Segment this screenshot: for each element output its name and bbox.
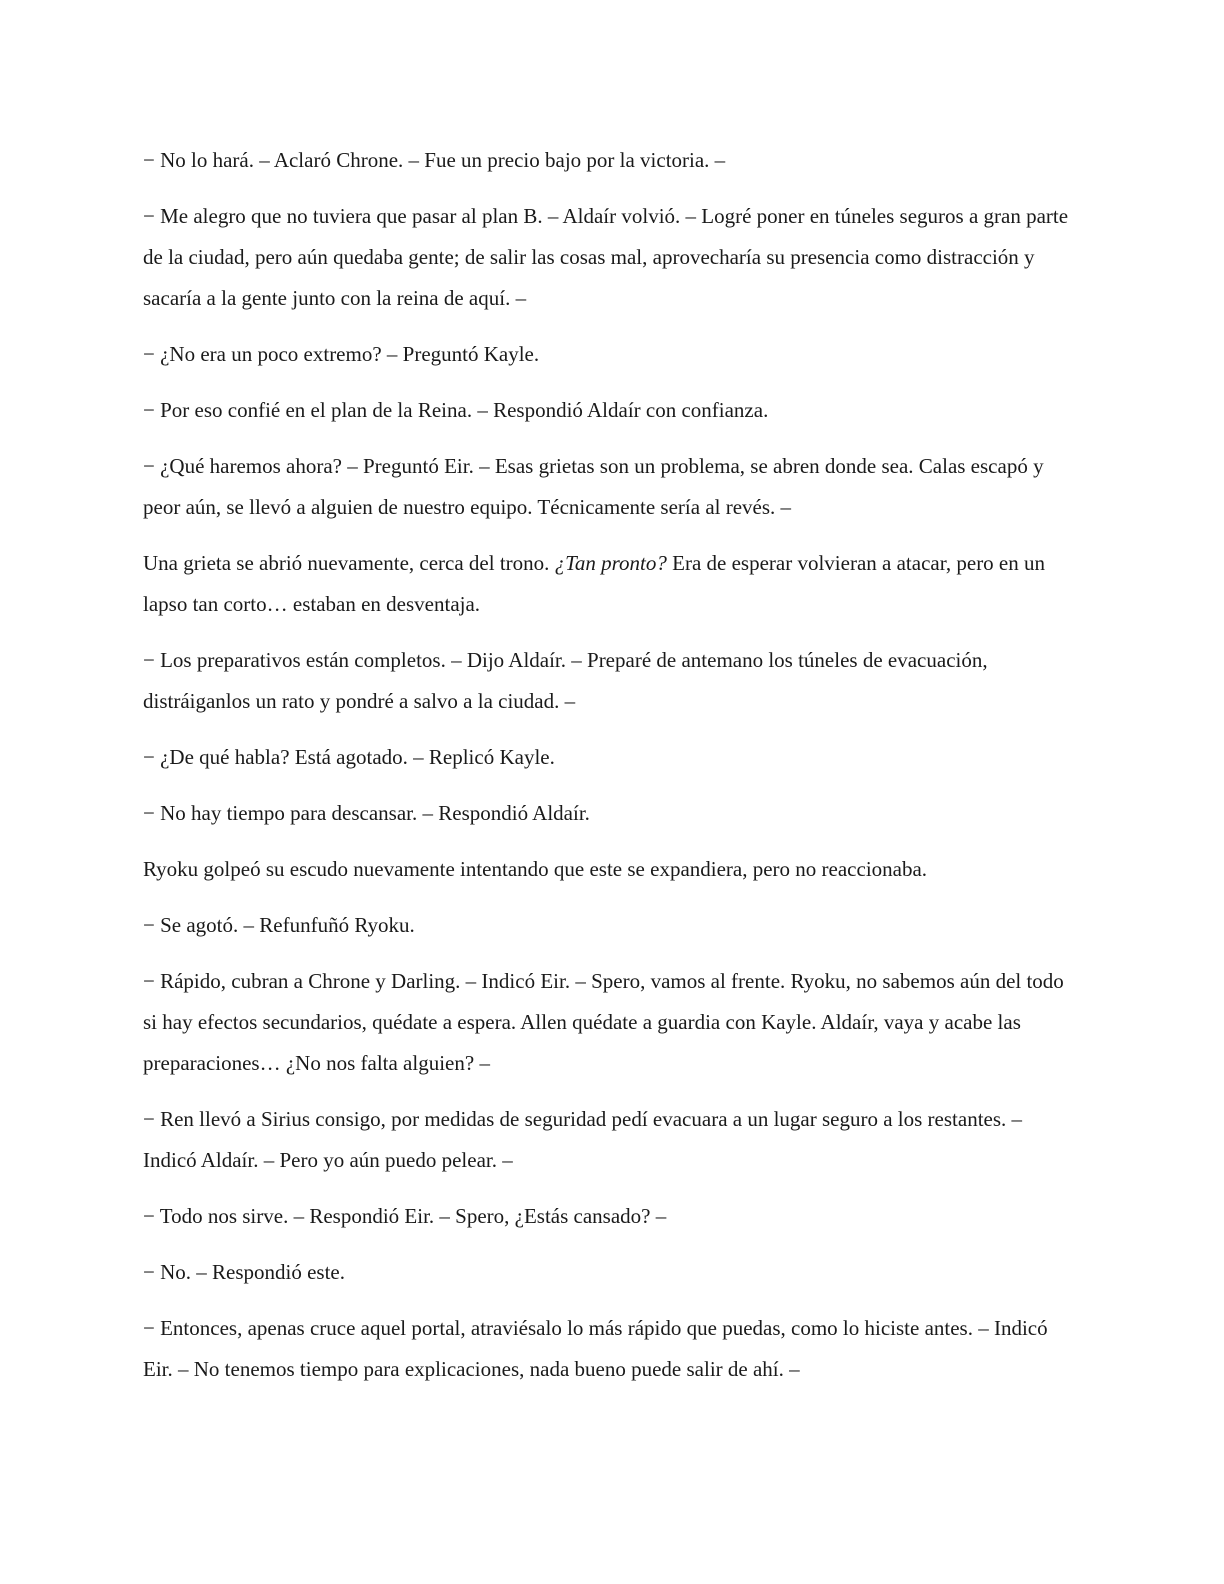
paragraph-10: Ryoku golpeó su escudo nuevamente intentando que este se expandiera, pero no reaccionaba. [143, 857, 928, 881]
paragraph-14: − Todo nos sirve. – Respondió Eir. – Spero, ¿Estás cansado? – [143, 1204, 667, 1228]
paragraph-4: − Por eso confié en el plan de la Reina. – Respondió Aldaír con confianza. [143, 398, 769, 422]
paragraph-12: − Rápido, cubran a Chrone y Darling. – Indicó Eir. – Spero, vamos al frente. Ryoku, no sabemos aún del todo si hay efectos secundarios, quédate a espera. Allen quédate a guardia con Kayle. Aldaír, vaya y acabe las preparaciones… ¿No nos falta alguien? – [143, 969, 1064, 1075]
paragraph-6-before: Una grieta se abrió nuevamente, cerca del trono. [143, 551, 555, 575]
paragraph-7: − Los preparativos están completos. – Dijo Aldaír. – Preparé de antemano los túneles de evacuación, distráiganlos un rato y pondré a salvo a la ciudad. – [143, 648, 988, 713]
paragraph-3: − ¿No era un poco extremo? – Preguntó Kayle. [143, 342, 540, 366]
document-page [143, 140, 1073, 1405]
paragraph-9: − No hay tiempo para descansar. – Respondió Aldaír. [143, 801, 590, 825]
paragraph-2: − Me alegro que no tuviera que pasar al plan B. – Aldaír volvió. – Logré poner en túneles seguros a gran parte de la ciudad, pero aún quedaba gente; de salir las cosas mal, aprovecharía su presencia como distracción y sacaría a la gente junto con la reina de aquí. – [143, 204, 1069, 310]
paragraph-6-after: Era de esperar volvieran a atacar, pero en un lapso tan corto… estaban en desventaja. [143, 551, 1046, 616]
paragraph-6-italic: ¿Tan pronto? [554, 551, 667, 575]
paragraph-5: − ¿Qué haremos ahora? – Preguntó Eir. – Esas grietas son un problema, se abren donde sea. Calas escapó y peor aún, se llevó a alguien de nuestro equipo. Técnicamente sería al revés. – [143, 454, 1044, 519]
paragraph-16: − Entonces, apenas cruce aquel portal, atraviésalo lo más rápido que puedas, como lo hiciste antes. – Indicó Eir. – No tenemos tiempo para explicaciones, nada bueno puede salir de ahí. – [143, 1316, 1048, 1381]
paragraph-11: − Se agotó. – Refunfuñó Ryoku. [143, 913, 415, 937]
paragraph-6 [143, 543, 1073, 625]
paragraph-8: − ¿De qué habla? Está agotado. – Replicó Kayle. [143, 745, 555, 769]
paragraph-15: − No. – Respondió este. [143, 1260, 345, 1284]
paragraph-13: − Ren llevó a Sirius consigo, por medidas de seguridad pedí evacuara a un lugar seguro a los restantes. – Indicó Aldaír. – Pero yo aún puedo pelear. – [143, 1107, 1023, 1172]
paragraph-1: − No lo hará. – Aclaró Chrone. – Fue un precio bajo por la victoria. – [143, 148, 726, 172]
